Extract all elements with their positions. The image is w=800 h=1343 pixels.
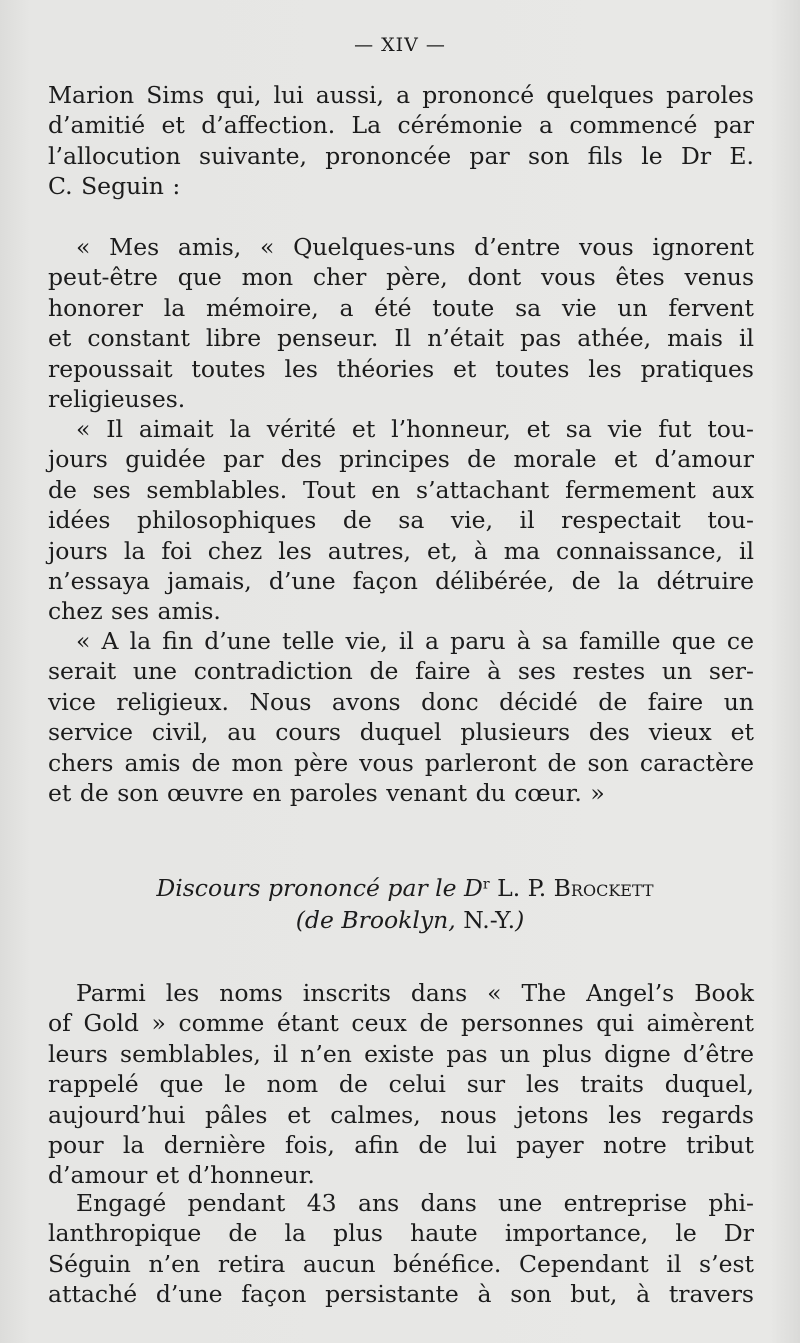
text-line: vice religieux. Nous avons donc décidé de faire un bbox=[48, 687, 754, 716]
text-line: religieuses. bbox=[48, 385, 186, 414]
text-line: chers amis de mon père vous parleront de son caractère bbox=[48, 748, 754, 777]
section-title-line-2: (de Brooklyn, N.-Y.) bbox=[295, 906, 525, 934]
text-line: et de son œuvre en paroles venant du cœur. » bbox=[48, 779, 605, 808]
text-line: « A la fin d’une telle vie, il a paru à sa famille que ce bbox=[76, 627, 754, 655]
text-line: « Il aimait la vérité et l’honneur, et sa vie fut tou- bbox=[76, 415, 754, 443]
text-line: chez ses amis. bbox=[48, 597, 221, 626]
text-line: rappelé que le nom de celui sur les traits duquel, bbox=[48, 1070, 754, 1099]
text-line: Parmi les noms inscrits dans « The Angel’s Book bbox=[76, 979, 754, 1007]
text-line: « Mes amis, « Quelques-uns d’entre vous ignorent bbox=[76, 233, 754, 261]
discours-paragraph-2 bbox=[48, 1188, 754, 1310]
speech-paragraph-1 bbox=[48, 232, 754, 414]
text-line: lanthropique de la plus haute importance, le Dr bbox=[48, 1219, 754, 1248]
text-line: leurs semblables, il n’en existe pas un plus digne d’être bbox=[48, 1039, 754, 1068]
speech-paragraph-3 bbox=[48, 626, 754, 808]
text-line: service civil, au cours duquel plusieurs des vieux et bbox=[48, 718, 754, 747]
discours-paragraph-1 bbox=[48, 978, 754, 1191]
text-line: C. Seguin : bbox=[48, 172, 181, 201]
text-line: idées philosophiques de sa vie, il respectait tou- bbox=[48, 506, 754, 535]
text-line: d’amitié et d’affection. La cérémonie a commencé par bbox=[48, 111, 754, 140]
text-line: l’allocution suivante, prononcée par son fils le Dr E. bbox=[48, 141, 754, 170]
text-line: of Gold » comme étant ceux de personnes qui aimèrent bbox=[48, 1009, 754, 1038]
text-line: d’amour et d’honneur. bbox=[48, 1161, 315, 1190]
page-header bbox=[0, 34, 800, 56]
text-line: jours la foi chez les autres, et, à ma connaissance, il bbox=[48, 536, 754, 565]
text-line: peut-être que mon cher père, dont vous êtes venus bbox=[48, 263, 754, 292]
text-line: de ses semblables. Tout en s’attachant fermement aux bbox=[48, 475, 754, 504]
section-title bbox=[0, 872, 800, 936]
text-line: n’essaya jamais, d’une façon délibérée, de la détruire bbox=[48, 567, 754, 596]
text-line: Marion Sims qui, lui aussi, a prononcé quelques paroles bbox=[48, 81, 754, 109]
text-line: honorer la mémoire, a été toute sa vie un fervent bbox=[48, 293, 754, 322]
text-line: pour la dernière fois, afin de lui payer notre tribut bbox=[48, 1131, 754, 1160]
text-line: attaché d’une façon persistante à son but, à travers bbox=[48, 1280, 754, 1309]
text-line: jours guidée par des principes de morale et d’amour bbox=[48, 445, 754, 474]
text-line: repoussait toutes les théories et toutes les pratiques bbox=[48, 354, 754, 383]
text-line: et constant libre penseur. Il n’était pas athée, mais il bbox=[48, 324, 754, 353]
page-number: — XIV — bbox=[354, 34, 446, 56]
section-title-line-1: Discours prononcé par le $D^r$ L. P. Brockett bbox=[156, 874, 654, 902]
text-line: Engagé pendant 43 ans dans une entreprise phi- bbox=[76, 1189, 754, 1217]
text-line: Séguin n’en retira aucun bénéfice. Cependant il s’est bbox=[48, 1249, 754, 1278]
text-line: aujourd’hui pâles et calmes, nous jetons les regards bbox=[48, 1100, 754, 1129]
speech-paragraph-2 bbox=[48, 414, 754, 627]
intro-paragraph bbox=[48, 80, 754, 202]
text-line: serait une contradiction de faire à ses restes un ser- bbox=[48, 657, 754, 686]
